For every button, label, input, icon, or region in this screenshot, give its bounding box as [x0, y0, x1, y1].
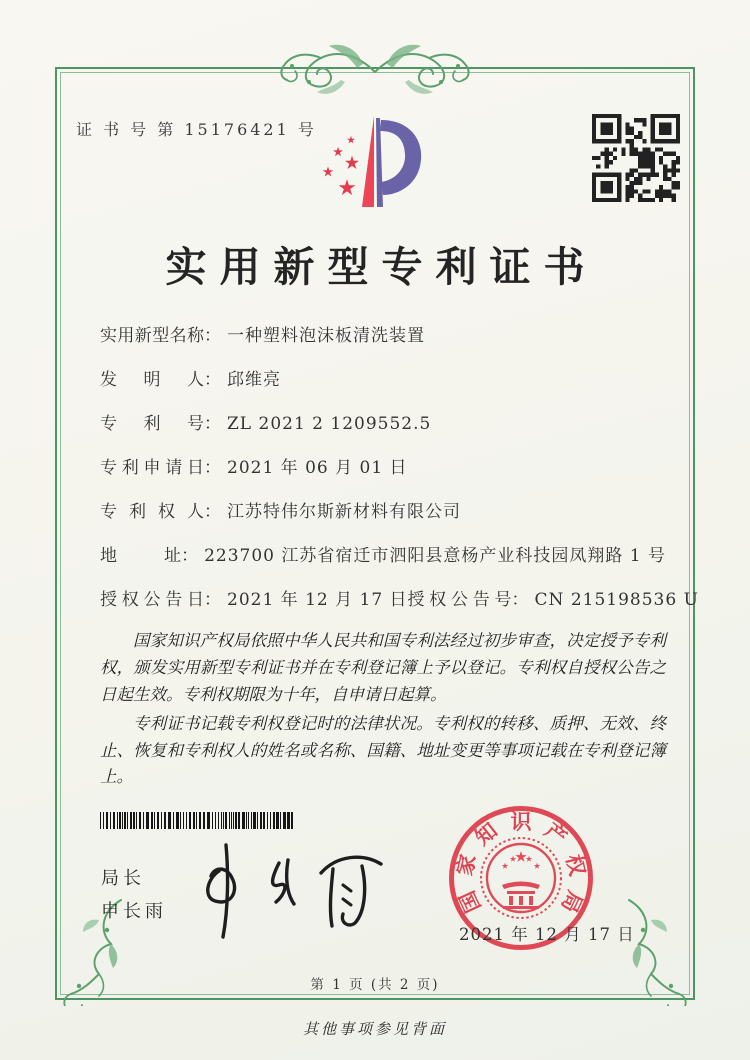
- page-number: 第 1 页 (共 2 页): [310, 977, 440, 993]
- field-value: 邱维亮: [227, 370, 281, 390]
- barcode-icon: [100, 812, 296, 829]
- field-row-patentee: [100, 504, 666, 521]
- official-seal: 国 家 知 识 产 权 局: [443, 800, 599, 956]
- field-value: 一种塑料泡沫板清洗装置: [227, 326, 425, 346]
- qr-code-icon: [592, 114, 680, 202]
- director-title: 局长: [101, 868, 145, 889]
- field-label: 发明人: [100, 370, 204, 390]
- director-name: 申长雨: [101, 901, 167, 922]
- field-row-filing-date: [100, 460, 666, 477]
- grant-date-pair: [100, 592, 408, 609]
- field-row-grant: [100, 590, 699, 610]
- director-signature: [185, 833, 405, 943]
- legal-paragraph: 专利证书记载专利权登记时的法律状况。专利权的转移、质押、无效、终止、恢复和专利权人的姓名或名称、国籍、地址变更等事项记载在专利登记簿上。: [100, 713, 666, 787]
- field-label: 专利权人: [100, 502, 204, 522]
- cnipa-logo-icon: [310, 108, 438, 220]
- field-value: 江苏特伟尔斯新材料有限公司: [227, 502, 461, 522]
- field-row-inventor: [100, 372, 666, 389]
- field-label: 专利申请日: [100, 458, 204, 478]
- field-colon: ：: [204, 326, 221, 346]
- field-list: [100, 326, 699, 610]
- certificate-title: 实用新型专利证书: [165, 243, 598, 291]
- field-colon: ：: [181, 546, 199, 566]
- field-value: 2021 年 12 月 17 日: [227, 590, 408, 610]
- back-side-note: 其他事项参见背面: [302, 1020, 447, 1038]
- field-row-name: [100, 328, 666, 345]
- field-row-address: [100, 548, 666, 565]
- legal-text: [100, 628, 666, 793]
- field-colon: ：: [204, 414, 221, 434]
- field-value: ZL 2021 2 1209552.5: [227, 414, 432, 434]
- legal-paragraph: 国家知识产权局依照中华人民共和国专利法经过初步审查，决定授予专利权，颁发实用新型专利证书并在专利登记簿上予以登记。专利权自授权公告之日起生效。专利权期限为十年，自申请日起算。: [100, 631, 666, 704]
- grant-number-pair: [408, 592, 699, 609]
- field-colon: ：: [204, 370, 221, 390]
- field-colon: ：: [204, 590, 221, 610]
- seal-date: 2021 年 12 月 17 日: [459, 925, 635, 944]
- field-colon: ：: [204, 458, 221, 478]
- field-row-patent-number: [100, 416, 666, 433]
- certificate-number: 证 书 号 第 15176421 号: [76, 120, 317, 139]
- field-label: 授权公告号: [407, 590, 512, 610]
- field-colon: ：: [204, 502, 221, 522]
- field-colon: ：: [511, 590, 529, 610]
- top-flourish-ornament: [245, 36, 505, 100]
- field-value: CN 215198536 U: [534, 590, 699, 610]
- field-value: 223700 江苏省宿迁市泗阳县意杨产业科技园凤翔路 1 号: [204, 546, 666, 566]
- field-value: 2021 年 06 月 01 日: [227, 458, 408, 478]
- field-label: 专利号: [100, 414, 204, 434]
- field-label: 实用新型名称: [100, 326, 204, 346]
- field-label: 授权公告日: [100, 590, 204, 610]
- field-label: 地址: [100, 546, 182, 566]
